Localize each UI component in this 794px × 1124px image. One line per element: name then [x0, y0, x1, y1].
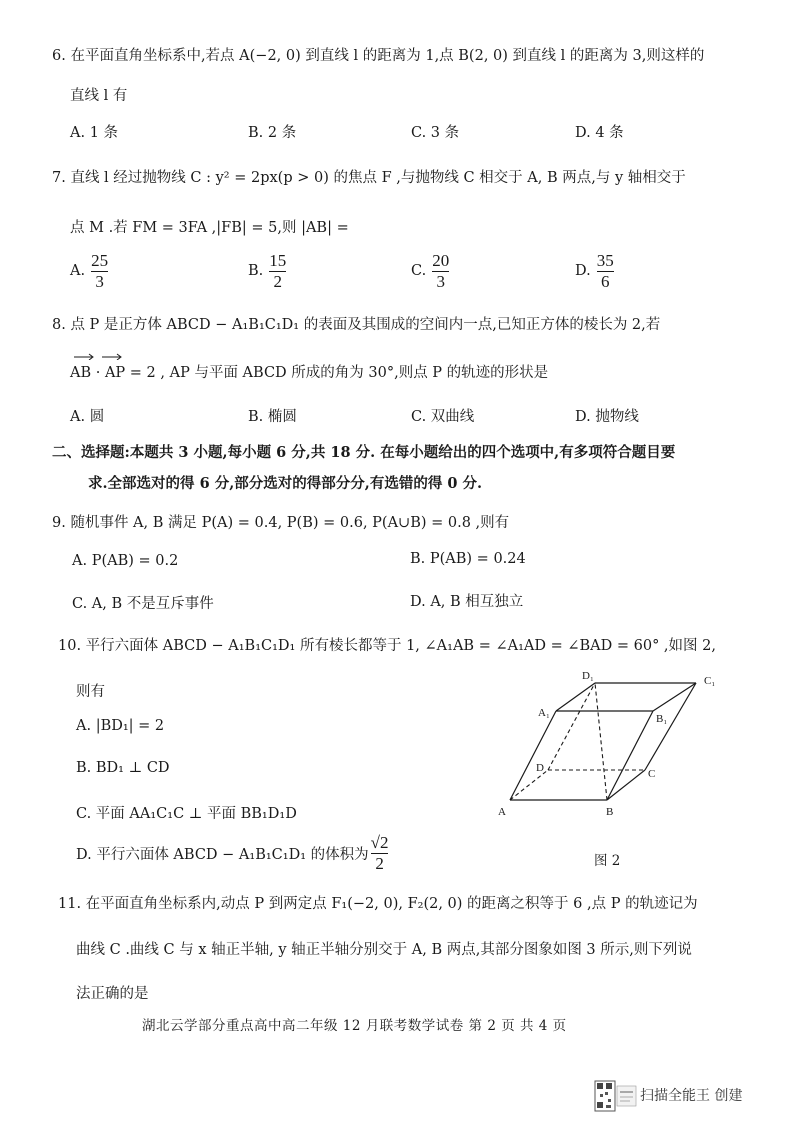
- q10-option-c: C. 平面 AA₁C₁C ⊥ 平面 BB₁D₁D: [76, 806, 297, 822]
- section-2-heading-line1: 二、选择题:本题共 3 小题,每小题 6 分,共 18 分. 在每小题给出的四个选项中,有多项符合题目要: [52, 444, 676, 461]
- q8-option-c: C. 双曲线: [411, 409, 475, 425]
- q10-option-d-fraction: [371, 834, 389, 873]
- q10-option-d-num: √2: [370, 833, 389, 852]
- q7-option-a-den: 3: [95, 271, 104, 291]
- q7-option-d-num: 35: [596, 251, 614, 270]
- label-c1: C₁: [704, 675, 716, 687]
- q6-option-b: B. 2 条: [248, 125, 297, 141]
- q8-vector-arrows: [72, 352, 122, 360]
- q7-option-a-label: A.: [70, 263, 86, 280]
- q6-option-c: C. 3 条: [411, 125, 460, 141]
- q7-stem-line1: 7. 直线 l 经过抛物线 C : y² = 2px(p > 0) 的焦点 F ,与抛物线 C 相交于 A, B 两点,与 y 轴相交于: [52, 170, 686, 186]
- q11-stem-line2: 曲线 C .曲线 C 与 x 轴正半轴, y 轴正半轴分别交于 A, B 两点,其部分图象如图 3 所示,则下列说: [76, 942, 692, 958]
- q10-option-a: A. |BD₁| = 2: [76, 718, 165, 734]
- q6-option-a: A. 1 条: [70, 125, 119, 141]
- q7-option-c: [411, 252, 449, 291]
- q7-option-d: [575, 252, 614, 291]
- edge-ad-hidden: [510, 770, 548, 800]
- q9-option-c: C. A, B 不是互斥事件: [72, 596, 214, 612]
- q7-option-a-num: 25: [91, 251, 109, 270]
- q8-option-d: D. 抛物线: [575, 409, 639, 425]
- label-a: A: [498, 806, 506, 818]
- q11-stem-line1: 11. 在平面直角坐标系内,动点 P 到两定点 F₁(−2, 0), F₂(2, 0) 的距离之积等于 6 ,点 P 的轨迹记为: [58, 896, 698, 912]
- q7-option-c-fraction: [432, 252, 449, 291]
- q7-option-b-fraction: [269, 252, 286, 291]
- q6-stem-line1: 6. 在平面直角坐标系中,若点 A(−2, 0) 到直线 l 的距离为 1,点 B(2, 0) 到直线 l 的距离为 3,则这样的: [52, 48, 705, 64]
- label-b: B: [606, 806, 614, 818]
- q9-option-a: A. P(AB) = 0.2: [72, 553, 179, 569]
- q8-stem-line2: AB · AP = 2 , AP 与平面 ABCD 所成的角为 30°,则点 P 的轨迹的形状是: [70, 365, 549, 381]
- q10-option-b: B. BD₁ ⊥ CD: [76, 760, 170, 776]
- q8-option-b: B. 椭圆: [248, 409, 297, 425]
- q7-option-b-num: 15: [269, 251, 287, 270]
- q8-option-a: A. 圆: [70, 409, 105, 425]
- q7-option-b: [248, 252, 286, 291]
- edge-bc: [607, 770, 645, 800]
- q9-option-b: B. P(AB) = 0.24: [410, 551, 526, 567]
- edge-bb1: [607, 711, 656, 800]
- figure-2-parallelepiped: [490, 665, 730, 825]
- q7-option-c-num: 20: [432, 251, 450, 270]
- q7-option-a: [70, 252, 108, 291]
- label-d: D: [536, 762, 544, 774]
- q9-stem: 9. 随机事件 A, B 满足 P(A) = 0.4, P(B) = 0.6, P(A∪B) = 0.8 ,则有: [52, 515, 510, 531]
- q7-option-b-den: 2: [273, 271, 283, 291]
- label-b1: B₁: [656, 713, 668, 725]
- q10-option-d: [76, 834, 388, 873]
- q7-option-c-label: C.: [411, 263, 427, 280]
- qr-code-icon: [594, 1080, 638, 1112]
- q7-option-d-label: D.: [575, 263, 591, 280]
- edge-aa1: [510, 711, 556, 800]
- section-2-heading-line2: 求.全部选对的得 6 分,部分选对的得部分分,有选错的得 0 分.: [88, 475, 483, 492]
- diagonal-bd1-hidden: [595, 683, 607, 800]
- q7-option-d-fraction: [597, 252, 614, 291]
- q6-option-d: D. 4 条: [575, 125, 624, 141]
- scanner-watermark-text: 扫描全能王 创建: [640, 1088, 743, 1104]
- q7-stem-line2: 点 M .若 FM = 3FA ,|FB| = 5,则 |AB| =: [70, 220, 349, 236]
- q9-option-d: D. A, B 相互独立: [410, 594, 524, 610]
- q10-stem-line1: 10. 平行六面体 ABCD − A₁B₁C₁D₁ 所有棱长都等于 1, ∠A₁AB = ∠A₁AD = ∠BAD = 60° ,如图 2,: [58, 638, 716, 654]
- q7-option-b-label: B.: [248, 263, 264, 280]
- page-footer: 湖北云学部分重点高中高二年级 12 月联考数学试卷 第 2 页 共 4 页: [142, 1018, 567, 1034]
- q7-option-c-den: 3: [436, 271, 445, 291]
- q8-stem-line1: 8. 点 P 是正方体 ABCD − A₁B₁C₁D₁ 的表面及其围成的空间内一点,已知正方体的棱长为 2,若: [52, 317, 661, 333]
- label-a1: A₁: [538, 707, 550, 719]
- label-c: C: [648, 768, 656, 780]
- edge-a1d1: [556, 683, 595, 711]
- q7-option-d-den: 6: [600, 271, 610, 291]
- q11-stem-line3: 法正确的是: [76, 986, 149, 1002]
- q10-option-d-den: 2: [375, 853, 384, 873]
- q6-stem-line2: 直线 l 有: [70, 88, 128, 104]
- edge-dd1-hidden: [548, 683, 595, 770]
- figure-2-caption: 图 2: [594, 853, 621, 869]
- q10-option-d-text: D. 平行六面体 ABCD − A₁B₁C₁D₁ 的体积为: [76, 846, 369, 863]
- q10-stem-line2: 则有: [76, 684, 105, 700]
- edge-b1c1: [653, 683, 696, 711]
- label-d1: D₁: [582, 670, 594, 682]
- q7-option-a-fraction: [91, 252, 108, 291]
- edge-cc1: [645, 683, 696, 770]
